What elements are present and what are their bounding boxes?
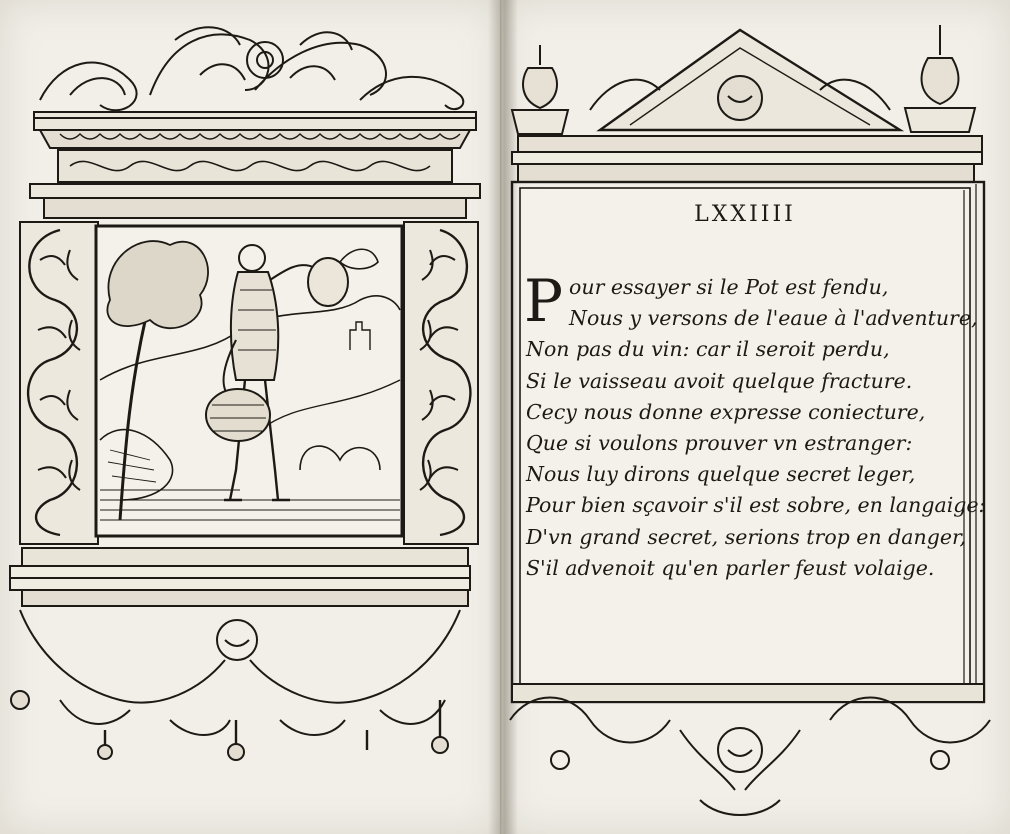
verse-line-1: our essayer si le Pot est fendu, xyxy=(569,275,889,299)
verse-line-3: Non pas du vin: car il seroit perdu, xyxy=(526,337,890,362)
top-scroll-crest-left xyxy=(40,27,463,110)
emblem-number: LXXIIII xyxy=(694,202,796,227)
bottom-scroll-right xyxy=(510,698,990,816)
verse-line-2: Nous y versons de l'eaue à l'adventure, xyxy=(569,306,978,331)
emblem-verse xyxy=(522,267,986,584)
right-urn-finial xyxy=(905,25,975,132)
verse-line-6: Que si voulons prouver vn estranger: xyxy=(526,431,913,456)
emblem-text-panel xyxy=(522,188,986,682)
woodcut-illustration xyxy=(96,226,402,536)
right-side-scroll xyxy=(404,222,478,544)
verse-line-7: Nous luy dirons quelque secret leger, xyxy=(526,462,916,487)
verse-line-10: S'il advenoit qu'en parler feust volaige. xyxy=(526,555,935,580)
left-side-scroll xyxy=(20,222,98,544)
left-urn-finial xyxy=(512,45,568,134)
verse-line-5: Cecy nous donne expresse coniecture, xyxy=(526,399,926,424)
verse-line-9: D'vn grand secret, serions trop en danger, xyxy=(526,524,967,549)
bottom-garland-left xyxy=(11,610,460,760)
verse-line-4: Si le vaisseau avoit quelque fracture. xyxy=(526,368,913,393)
drop-cap: P xyxy=(524,267,564,335)
verse-line-8: Pour bien sçavoir s'il est sobre, en langaige: xyxy=(526,493,986,518)
